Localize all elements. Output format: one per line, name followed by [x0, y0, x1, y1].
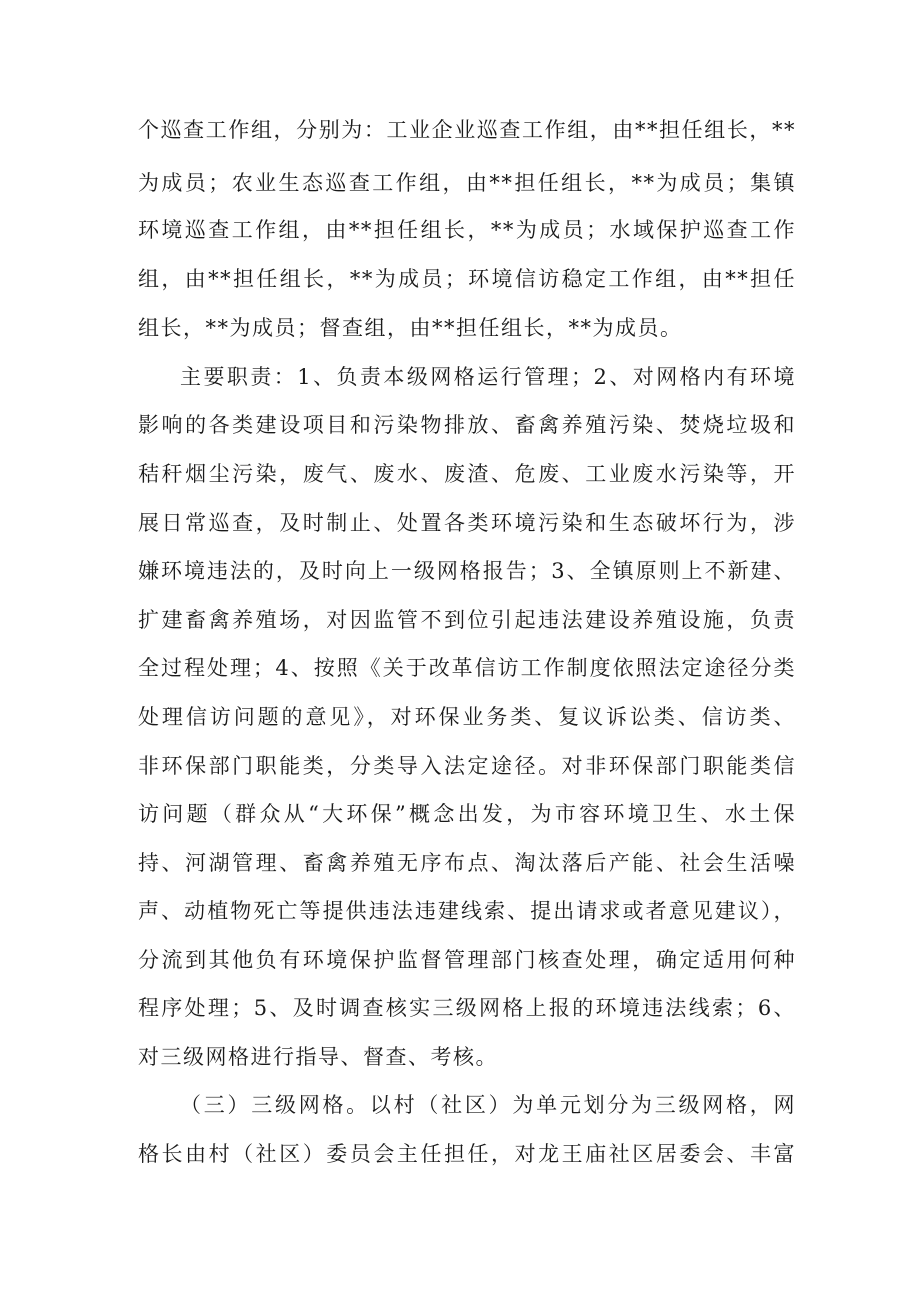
text-line: 格长由村（社区）委员会主任担任，对龙王庙社区居委会、丰富: [138, 1142, 796, 1166]
text-line: 对三级网格进行指导、督查、考核。: [138, 1045, 498, 1069]
text-line: 处理信访问题的意见》，对环保业务类、复议诉讼类、信访类、: [138, 705, 796, 729]
text-line: 访问题（群众从“大环保”概念出发，为市容环境卫生、水土保: [138, 802, 796, 826]
document-body: [138, 0, 798, 1301]
text-line: 个巡查工作组，分别为：工业企业巡查工作组，由**担任组长，**: [138, 118, 796, 142]
text-line: 程序处理；5、及时调查核实三级网格上报的环境违法线索；6、: [138, 996, 796, 1020]
text-line: （三）三级网格。以村（社区）为单元划分为三级网格，网: [180, 1093, 796, 1117]
text-line: 扩建畜禽养殖场，对因监管不到位引起违法建设养殖设施，负责: [138, 608, 796, 632]
text-line: 组，由**担任组长，**为成员；环境信访稳定工作组，由**担任: [138, 267, 796, 291]
text-line: 组长，**为成员；督查组，由**担任组长，**为成员。: [138, 316, 683, 340]
text-line: 嫌环境违法的，及时向上一级网格报告；3、全镇原则上不新建、: [138, 559, 796, 583]
text-line: 非环保部门职能类，分类导入法定途径。对非环保部门职能类信: [138, 754, 796, 778]
text-line: 展日常巡查，及时制止、处置各类环境污染和生态破坏行为，涉: [138, 511, 796, 535]
text-line: 持、河湖管理、畜禽养殖无序布点、淘汰落后产能、社会生活噪: [138, 851, 796, 875]
text-line: 为成员；农业生态巡查工作组，由**担任组长，**为成员；集镇: [138, 171, 796, 195]
text-line: 环境巡查工作组，由**担任组长，**为成员；水域保护巡查工作: [138, 218, 796, 242]
text-line: 全过程处理；4、按照《关于改革信访工作制度依照法定途径分类: [138, 656, 796, 680]
text-line: 秸秆烟尘污染，废气、废水、废渣、危废、工业废水污染等，开: [138, 462, 796, 486]
text-line: 主要职责：1、负责本级网格运行管理；2、对网格内有环境: [180, 365, 796, 389]
text-line: 影响的各类建设项目和污染物排放、畜禽养殖污染、焚烧垃圾和: [138, 413, 796, 437]
text-line: 声、动植物死亡等提供违法违建线索、提出请求或者意见建议），: [138, 899, 796, 923]
text-line: 分流到其他负有环境保护监督管理部门核查处理，确定适用何种: [138, 948, 796, 972]
